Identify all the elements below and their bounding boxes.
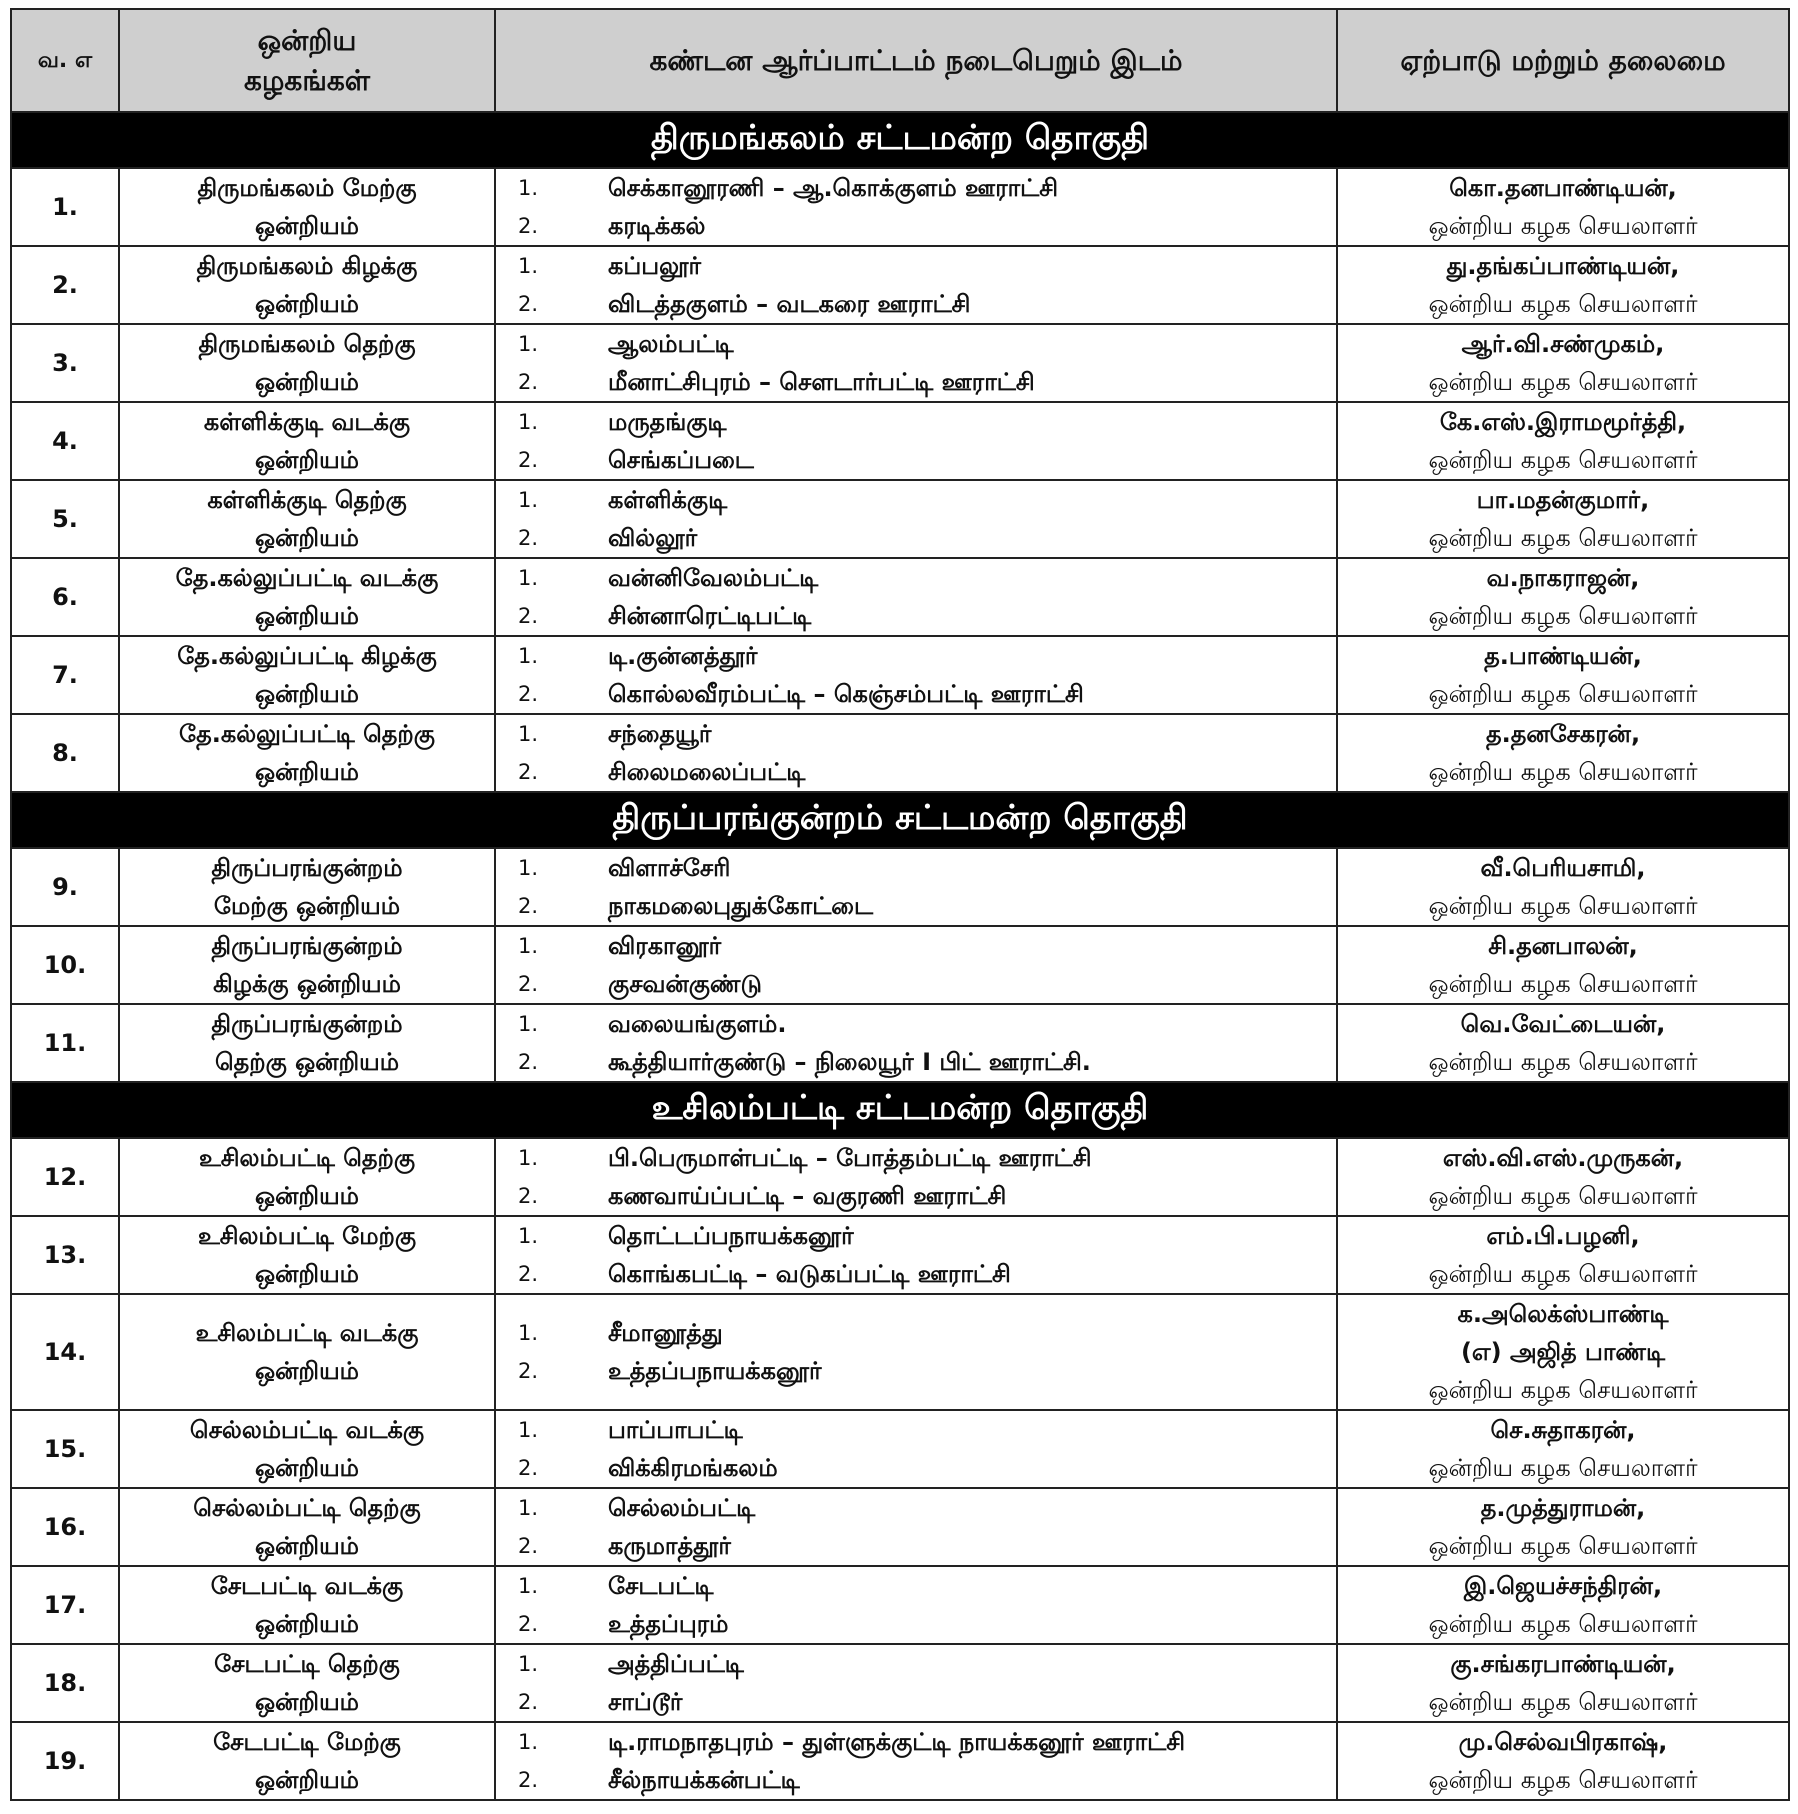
union-name: [119, 1004, 495, 1082]
venue-number: 1.: [518, 1496, 539, 1520]
venue-number: 1.: [518, 1418, 539, 1442]
venue-item: [518, 207, 1336, 245]
venue-number: 2.: [518, 682, 539, 706]
serial-number: 2.: [11, 246, 119, 324]
table-row: [11, 1722, 1789, 1800]
union-name-line: திருமங்கலம் கிழக்கு: [196, 252, 418, 280]
venue-item: [518, 1005, 1336, 1043]
union-name: [119, 1566, 495, 1644]
venue-number: 2.: [518, 1612, 539, 1636]
venue-number: 2.: [518, 214, 539, 238]
venue-list: [495, 848, 1337, 926]
venue-number: 2.: [518, 370, 539, 394]
union-name: [119, 1410, 495, 1488]
union-name: [119, 1138, 495, 1216]
union-name-line: தே.கல்லுப்பட்டி வடக்கு: [175, 564, 439, 592]
venue-number: 1.: [518, 1012, 539, 1036]
venue-name: கணவாய்ப்பட்டி – வகுரணி ஊராட்சி: [608, 1182, 1007, 1210]
venue-item: [518, 1489, 1336, 1527]
venue-number: 1.: [518, 254, 539, 278]
venue-list: [495, 558, 1337, 636]
venue-item: [518, 1314, 1336, 1352]
table-row: [11, 246, 1789, 324]
venue-list: [495, 1566, 1337, 1644]
venue-name: செங்கப்படை: [608, 446, 754, 474]
organizer-name: பா.மதன்குமார்,: [1476, 486, 1650, 514]
union-name-line: சேடபட்டி வடக்கு: [210, 1572, 404, 1600]
section-header-row: [11, 112, 1789, 168]
venue-item: [518, 1255, 1336, 1293]
venue-item: [518, 715, 1336, 753]
organizer-role: ஒன்றிய கழக செயலாளர்: [1428, 524, 1698, 552]
union-name: [119, 1644, 495, 1722]
serial-number: 10.: [11, 926, 119, 1004]
organizer-role: ஒன்றிய கழக செயலாளர்: [1428, 1766, 1698, 1794]
venue-name: சீல்நாயக்கன்பட்டி: [608, 1766, 800, 1794]
venue-item: [518, 637, 1336, 675]
venue-list: [495, 1644, 1337, 1722]
venue-list: [495, 480, 1337, 558]
union-name: [119, 926, 495, 1004]
venue-number: 2.: [518, 604, 539, 628]
organizer: [1337, 714, 1789, 792]
organizer-name: செ.சுதாகரன்,: [1490, 1416, 1636, 1444]
union-name: [119, 1294, 495, 1410]
union-name: [119, 714, 495, 792]
venue-number: 2.: [518, 1050, 539, 1074]
serial-number: 19.: [11, 1722, 119, 1800]
venue-name: செல்லம்பட்டி: [608, 1494, 756, 1522]
organizer: [1337, 1216, 1789, 1294]
venue-number: 1.: [518, 856, 539, 880]
venue-name: குசவன்குண்டு: [608, 970, 762, 998]
serial-number: 11.: [11, 1004, 119, 1082]
organizer-name: வெ.வேட்டையன்,: [1460, 1010, 1666, 1038]
venue-name: சிலைமலைப்பட்டி: [608, 758, 806, 786]
union-name-line: கிழக்கு ஒன்றியம்: [213, 970, 401, 998]
venue-item: [518, 1043, 1336, 1081]
venue-number: 1.: [518, 488, 539, 512]
organizer-role: ஒன்றிய கழக செயலாளர்: [1428, 1182, 1698, 1210]
venue-item: [518, 1527, 1336, 1565]
organizer-role: ஒன்றிய கழக செயலாளர்: [1428, 970, 1698, 998]
venue-number: 2.: [518, 1262, 539, 1286]
table-row: [11, 480, 1789, 558]
header-row: [11, 9, 1789, 112]
venue-number: 1.: [518, 410, 539, 434]
venue-number: 2.: [518, 760, 539, 784]
union-name: [119, 848, 495, 926]
section-title: உசிலம்பட்டி சட்டமன்ற தொகுதி: [11, 1082, 1789, 1138]
organizer-role: ஒன்றிய கழக செயலாளர்: [1428, 1048, 1698, 1076]
union-name-line: ஒன்றியம்: [255, 446, 359, 474]
venue-number: 1.: [518, 332, 539, 356]
venue-number: 2.: [518, 1768, 539, 1792]
organizer-name: வீ.பெரியசாமி,: [1480, 854, 1646, 882]
serial-number: 6.: [11, 558, 119, 636]
venue-name: செக்கானூரணி – ஆ.கொக்குளம் ஊராட்சி: [608, 174, 1059, 202]
organizer-name: கு.சங்கரபாண்டியன்,: [1450, 1650, 1676, 1678]
union-name-line: கள்ளிக்குடி தெற்கு: [207, 486, 407, 514]
table-row: [11, 168, 1789, 246]
union-name-line: ஒன்றியம்: [255, 1182, 359, 1210]
table-row: [11, 1644, 1789, 1722]
venue-number: 2.: [518, 1534, 539, 1558]
serial-number: 13.: [11, 1216, 119, 1294]
union-name-line: ஒன்றியம்: [255, 758, 359, 786]
venue-name: விளாச்சேரி: [608, 854, 731, 882]
union-name-line: கள்ளிக்குடி வடக்கு: [203, 408, 411, 436]
serial-number: 5.: [11, 480, 119, 558]
organizer-role: ஒன்றிய கழக செயலாளர்: [1428, 680, 1698, 708]
venue-name: வன்னிவேலம்பட்டி: [608, 564, 819, 592]
union-name-line: சேடபட்டி மேற்கு: [213, 1728, 401, 1756]
union-name: [119, 1488, 495, 1566]
header-venue: கண்டன ஆர்ப்பாட்டம் நடைபெறும் இடம்: [495, 9, 1337, 112]
organizer-name: மு.செல்வபிரகாஷ்,: [1458, 1728, 1668, 1756]
venue-item: [518, 1139, 1336, 1177]
venue-item: [518, 849, 1336, 887]
section-title: திருப்பரங்குன்றம் சட்டமன்ற தொகுதி: [11, 792, 1789, 848]
venue-name: சீமானூத்து: [608, 1319, 723, 1347]
table-body: [11, 112, 1789, 1800]
organizer-name: த.முத்துராமன்,: [1480, 1494, 1646, 1522]
union-name-line: திருமங்கலம் தெற்கு: [198, 330, 416, 358]
venue-item: [518, 965, 1336, 1003]
organizer: [1337, 1294, 1789, 1410]
union-name-line: மேற்கு ஒன்றியம்: [213, 892, 401, 920]
venue-number: 2.: [518, 1184, 539, 1208]
venue-number: 1.: [518, 644, 539, 668]
table-row: [11, 636, 1789, 714]
organizer: [1337, 1004, 1789, 1082]
union-name-line: திருமங்கலம் மேற்கு: [197, 174, 417, 202]
serial-number: 14.: [11, 1294, 119, 1410]
venue-name: சாப்டூர்: [608, 1688, 683, 1716]
venue-number: 2.: [518, 292, 539, 316]
venue-name: கருமாத்தூர்: [608, 1532, 731, 1560]
union-name-line: ஒன்றியம்: [255, 1688, 359, 1716]
venue-number: 1.: [518, 1146, 539, 1170]
union-name-line: ஒன்றியம்: [255, 1610, 359, 1638]
organizer-role: ஒன்றிய கழக செயலாளர்: [1428, 892, 1698, 920]
header-lead: ஏற்பாடு மற்றும் தலைமை: [1337, 9, 1789, 112]
union-name-line: ஒன்றியம்: [255, 1260, 359, 1288]
venue-item: [518, 887, 1336, 925]
venue-name: சின்னாரெட்டிபட்டி: [608, 602, 812, 630]
venue-item: [518, 363, 1336, 401]
protest-schedule-table: [10, 8, 1790, 1801]
union-name-line: தே.கல்லுப்பட்டி கிழக்கு: [177, 642, 437, 670]
organizer: [1337, 324, 1789, 402]
venue-list: [495, 714, 1337, 792]
union-name: [119, 168, 495, 246]
venue-name: நாகமலைபுதுக்கோட்டை: [608, 892, 874, 920]
venue-list: [495, 1138, 1337, 1216]
venue-list: [495, 1488, 1337, 1566]
venue-item: [518, 519, 1336, 557]
serial-number: 12.: [11, 1138, 119, 1216]
table-row: [11, 926, 1789, 1004]
venue-name: உத்தப்பநாயக்கனூர்: [608, 1357, 822, 1385]
venue-item: [518, 1605, 1336, 1643]
venue-list: [495, 1722, 1337, 1800]
union-name-line: ஒன்றியம்: [255, 680, 359, 708]
section-header-row: [11, 792, 1789, 848]
venue-item: [518, 403, 1336, 441]
union-name: [119, 324, 495, 402]
organizer-name: (எ) அஜித் பாண்டி: [1460, 1338, 1666, 1366]
union-name-line: சேடபட்டி தெற்கு: [214, 1650, 400, 1678]
union-name: [119, 246, 495, 324]
table-row: [11, 1004, 1789, 1082]
venue-number: 2.: [518, 1359, 539, 1383]
organizer-role: ஒன்றிய கழக செயலாளர்: [1428, 1688, 1698, 1716]
venue-number: 1.: [518, 722, 539, 746]
venue-name: கரடிக்கல்: [608, 212, 706, 240]
union-name: [119, 1722, 495, 1800]
organizer-role: ஒன்றிய கழக செயலாளர்: [1428, 290, 1698, 318]
venue-name: விக்கிரமங்கலம்: [608, 1454, 778, 1482]
venue-name: கள்ளிக்குடி: [608, 486, 728, 514]
organizer-role: ஒன்றிய கழக செயலாளர்: [1428, 1260, 1698, 1288]
venue-number: 1.: [518, 176, 539, 200]
organizer: [1337, 636, 1789, 714]
serial-number: 1.: [11, 168, 119, 246]
organizer-name: த.பாண்டியன்,: [1484, 642, 1642, 670]
table-row: [11, 1566, 1789, 1644]
header-union: ஒன்றிய கழகங்கள்: [119, 9, 495, 112]
section-header-row: [11, 1082, 1789, 1138]
venue-item: [518, 1761, 1336, 1799]
organizer-name: இ.ஜெயச்சந்திரன்,: [1463, 1572, 1663, 1600]
union-name-line: திருப்பரங்குன்றம்: [211, 1010, 403, 1038]
venue-number: 1.: [518, 1652, 539, 1676]
venue-number: 2.: [518, 1456, 539, 1480]
organizer-role: ஒன்றிய கழக செயலாளர்: [1428, 1454, 1698, 1482]
venue-item: [518, 285, 1336, 323]
organizer-role: ஒன்றிய கழக செயலாளர்: [1428, 368, 1698, 396]
organizer: [1337, 246, 1789, 324]
organizer-role: ஒன்றிய கழக செயலாளர்: [1428, 1376, 1698, 1404]
venue-number: 2.: [518, 894, 539, 918]
serial-number: 17.: [11, 1566, 119, 1644]
venue-name: தொட்டப்பநாயக்கனூர்: [608, 1222, 854, 1250]
venue-name: டி.ராமநாதபுரம் – துள்ளுக்குட்டி நாயக்கனூர் ஊராட்சி: [608, 1728, 1186, 1756]
organizer: [1337, 402, 1789, 480]
organizer-role: ஒன்றிய கழக செயலாளர்: [1428, 212, 1698, 240]
venue-name: கப்பலூர்: [608, 252, 701, 280]
venue-name: சேடபட்டி: [608, 1572, 714, 1600]
venue-name: வில்லூர்: [608, 524, 698, 552]
organizer-role: ஒன்றிய கழக செயலாளர்: [1428, 1610, 1698, 1638]
table-row: [11, 848, 1789, 926]
organizer-role: ஒன்றிய கழக செயலாளர்: [1428, 758, 1698, 786]
union-name: [119, 558, 495, 636]
venue-name: வலையங்குளம்.: [608, 1010, 787, 1038]
venue-name: உத்தப்புரம்: [608, 1610, 729, 1638]
union-name-line: ஒன்றியம்: [255, 1357, 359, 1385]
venue-name: டி.குன்னத்தூர்: [608, 642, 758, 670]
union-name: [119, 480, 495, 558]
section-title: திருமங்கலம் சட்டமன்ற தொகுதி: [11, 112, 1789, 168]
table-row: [11, 1294, 1789, 1410]
organizer-name: எம்.பி.பழனி,: [1486, 1222, 1640, 1250]
union-name-line: ஒன்றியம்: [255, 1454, 359, 1482]
union-name-line: ஒன்றியம்: [255, 1766, 359, 1794]
venue-item: [518, 559, 1336, 597]
venue-name: கொங்கபட்டி – வடுகப்பட்டி ஊராட்சி: [608, 1260, 1011, 1288]
venue-list: [495, 402, 1337, 480]
venue-number: 1.: [518, 1574, 539, 1598]
venue-item: [518, 675, 1336, 713]
venue-list: [495, 1410, 1337, 1488]
table-row: [11, 714, 1789, 792]
venue-item: [518, 597, 1336, 635]
organizer: [1337, 1488, 1789, 1566]
venue-item: [518, 481, 1336, 519]
venue-list: [495, 1294, 1337, 1410]
venue-item: [518, 169, 1336, 207]
venue-number: 2.: [518, 448, 539, 472]
venue-name: பாப்பாபட்டி: [608, 1416, 743, 1444]
venue-item: [518, 441, 1336, 479]
venue-item: [518, 1645, 1336, 1683]
union-name-line: உசிலம்பட்டி தெற்கு: [198, 1144, 416, 1172]
venue-name: விரகானூர்: [608, 932, 722, 960]
union-name: [119, 402, 495, 480]
organizer-name: ஆர்.வி.சண்முகம்,: [1461, 330, 1665, 358]
venue-item: [518, 325, 1336, 363]
venue-item: [518, 1723, 1336, 1761]
union-name: [119, 636, 495, 714]
venue-list: [495, 636, 1337, 714]
venue-item: [518, 1567, 1336, 1605]
venue-number: 1.: [518, 566, 539, 590]
serial-number: 7.: [11, 636, 119, 714]
organizer: [1337, 1566, 1789, 1644]
serial-number: 15.: [11, 1410, 119, 1488]
venue-number: 1.: [518, 934, 539, 958]
organizer: [1337, 168, 1789, 246]
organizer: [1337, 848, 1789, 926]
venue-list: [495, 1004, 1337, 1082]
union-name-line: ஒன்றியம்: [255, 1532, 359, 1560]
venue-name: மீனாட்சிபுரம் – சௌடார்பட்டி ஊராட்சி: [608, 368, 1035, 396]
union-name-line: தே.கல்லுப்பட்டி தெற்கு: [179, 720, 435, 748]
venue-list: [495, 1216, 1337, 1294]
venue-name: ஆலம்பட்டி: [608, 330, 734, 358]
union-name-line: ஒன்றியம்: [255, 368, 359, 396]
venue-item: [518, 247, 1336, 285]
venue-item: [518, 927, 1336, 965]
table-row: [11, 324, 1789, 402]
serial-number: 4.: [11, 402, 119, 480]
table-row: [11, 1216, 1789, 1294]
table-row: [11, 1488, 1789, 1566]
table-row: [11, 1410, 1789, 1488]
union-name-line: ஒன்றியம்: [255, 212, 359, 240]
venue-number: 2.: [518, 972, 539, 996]
venue-list: [495, 168, 1337, 246]
organizer-name: எஸ்.வி.எஸ்.முருகன்,: [1442, 1144, 1684, 1172]
organizer-name: கொ.தனபாண்டியன்,: [1449, 174, 1677, 202]
organizer: [1337, 1722, 1789, 1800]
serial-number: 18.: [11, 1644, 119, 1722]
union-name-line: உசிலம்பட்டி மேற்கு: [197, 1222, 417, 1250]
organizer: [1337, 1138, 1789, 1216]
venue-item: [518, 1177, 1336, 1215]
union-name-line: உசிலம்பட்டி வடக்கு: [195, 1319, 419, 1347]
union-name-line: ஒன்றியம்: [255, 602, 359, 630]
venue-number: 1.: [518, 1224, 539, 1248]
venue-name: கூத்தியார்குண்டு – நிலையூர் I பிட் ஊராட்சி.: [608, 1048, 1091, 1076]
venue-name: அத்திப்பட்டி: [608, 1650, 744, 1678]
union-name-line: ஒன்றியம்: [255, 290, 359, 318]
serial-number: 9.: [11, 848, 119, 926]
organizer: [1337, 1644, 1789, 1722]
venue-list: [495, 246, 1337, 324]
venue-item: [518, 1352, 1336, 1390]
organizer-name: சி.தனபாலன்,: [1488, 932, 1638, 960]
union-name-line: ஒன்றியம்: [255, 524, 359, 552]
venue-item: [518, 1449, 1336, 1487]
venue-number: 1.: [518, 1730, 539, 1754]
venue-item: [518, 1411, 1336, 1449]
organizer-name: க.அலெக்ஸ்பாண்டி: [1457, 1300, 1669, 1328]
organizer-name: த.தனசேகரன்,: [1485, 720, 1641, 748]
venue-name: விடத்தகுளம் – வடகரை ஊராட்சி: [608, 290, 971, 318]
union-name-line: தெற்கு ஒன்றியம்: [214, 1048, 400, 1076]
organizer-role: ஒன்றிய கழக செயலாளர்: [1428, 446, 1698, 474]
organizer: [1337, 926, 1789, 1004]
union-name-line: செல்லம்பட்டி வடக்கு: [189, 1416, 425, 1444]
venue-list: [495, 324, 1337, 402]
organizer: [1337, 1410, 1789, 1488]
union-name: [119, 1216, 495, 1294]
venue-item: [518, 753, 1336, 791]
organizer-name: வ.நாகராஜன்,: [1486, 564, 1640, 592]
serial-number: 8.: [11, 714, 119, 792]
union-name-line: செல்லம்பட்டி தெற்கு: [193, 1494, 421, 1522]
header-sno: வ. எ: [11, 9, 119, 112]
venue-list: [495, 926, 1337, 1004]
venue-number: 2.: [518, 1690, 539, 1714]
venue-name: பி.பெருமாள்பட்டி – போத்தம்பட்டி ஊராட்சி: [608, 1144, 1092, 1172]
organizer: [1337, 558, 1789, 636]
union-name-line: திருப்பரங்குன்றம்: [211, 854, 403, 882]
venue-item: [518, 1217, 1336, 1255]
organizer-name: து.தங்கப்பாண்டியன்,: [1446, 252, 1680, 280]
venue-number: 1.: [518, 1321, 539, 1345]
organizer-name: கே.எஸ்.இராமமூர்த்தி,: [1439, 408, 1687, 436]
table-row: [11, 402, 1789, 480]
venue-item: [518, 1683, 1336, 1721]
table-row: [11, 1138, 1789, 1216]
table-row: [11, 558, 1789, 636]
serial-number: 16.: [11, 1488, 119, 1566]
venue-name: மருதங்குடி: [608, 408, 727, 436]
venue-name: கொல்லவீரம்பட்டி – கெஞ்சம்பட்டி ஊராட்சி: [608, 680, 1084, 708]
organizer: [1337, 480, 1789, 558]
venue-number: 2.: [518, 526, 539, 550]
union-name-line: திருப்பரங்குன்றம்: [211, 932, 403, 960]
organizer-role: ஒன்றிய கழக செயலாளர்: [1428, 602, 1698, 630]
venue-name: சந்தையூர்: [608, 720, 712, 748]
organizer-role: ஒன்றிய கழக செயலாளர்: [1428, 1532, 1698, 1560]
serial-number: 3.: [11, 324, 119, 402]
